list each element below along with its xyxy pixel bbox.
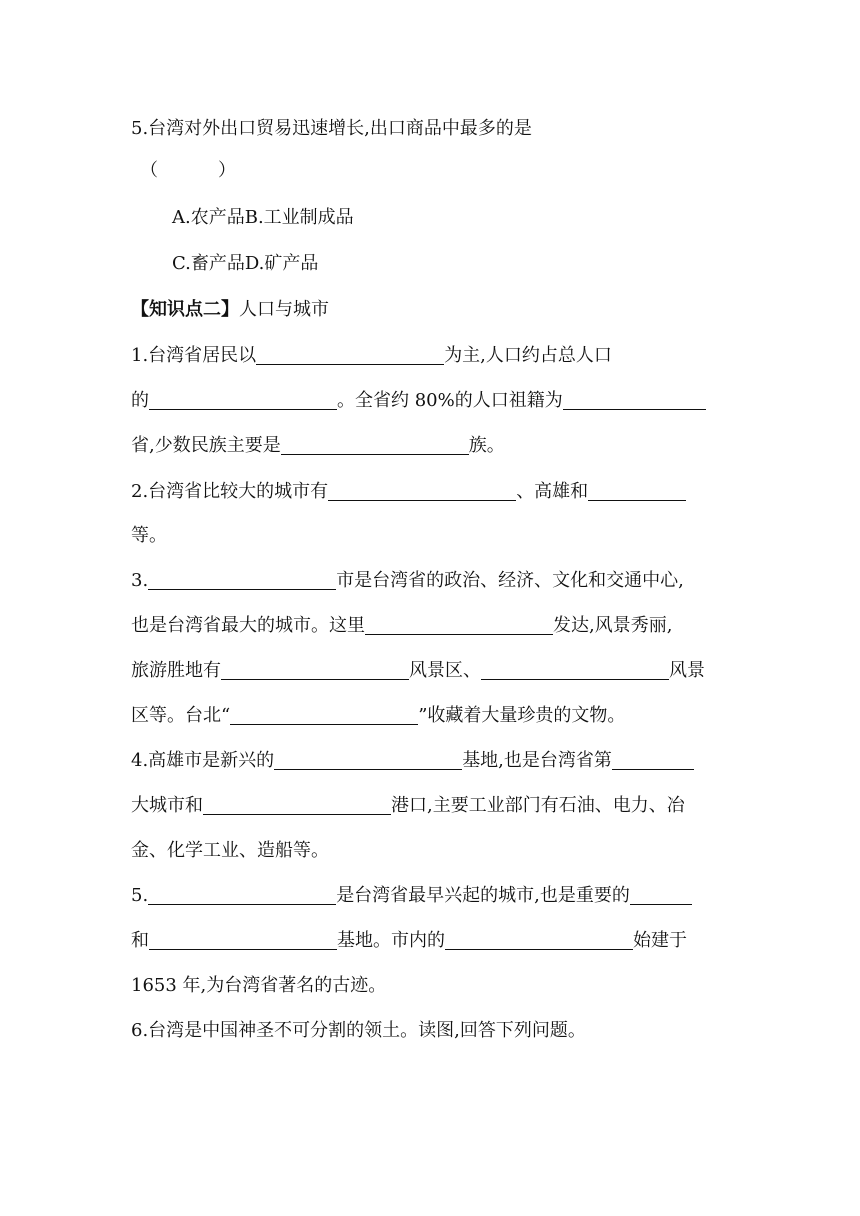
item-3-line-1: 3. 市是台湾省的政治、经济、文化和交通中心,	[131, 570, 684, 591]
question-5-stem: 5.台湾对外出口贸易迅速增长,出口商品中最多的是	[131, 118, 532, 139]
item-2-line-2: 等。	[131, 525, 167, 546]
item-4-line-3: 金、化学工业、造船等。	[131, 840, 329, 861]
item-5-line-2: 和 基地。市内的 始建于	[131, 930, 687, 951]
fill-blank[interactable]	[588, 482, 686, 501]
fill-blank[interactable]	[481, 661, 669, 680]
item-1-line-1: 1.台湾省居民以 为主,人口约占总人口	[131, 345, 612, 366]
item-3-line-2: 也是台湾省最大的城市。这里 发达,风景秀丽,	[131, 615, 673, 636]
fill-blank[interactable]	[274, 751, 462, 770]
fill-blank[interactable]	[612, 751, 694, 770]
item-3-line-4: 区等。台北“ ”收藏着大量珍贵的文物。	[131, 705, 626, 726]
fill-blank[interactable]	[281, 436, 469, 455]
item-4-line-2: 大城市和 港口,主要工业部门有石油、电力、冶	[131, 795, 685, 816]
fill-blank[interactable]	[365, 616, 553, 635]
fill-blank[interactable]	[203, 796, 391, 815]
fill-blank[interactable]	[230, 706, 418, 725]
item-1-line-2: 的 。全省约 80%的人口祖籍为	[131, 389, 706, 413]
item-4-line-1: 4.高雄市是新兴的 基地,也是台湾省第	[131, 749, 694, 773]
fill-blank[interactable]	[149, 391, 337, 410]
item-5-line-3: 1653 年,为台湾省著名的古迹。	[131, 975, 387, 996]
item-2-line-1: 2.台湾省比较大的城市有 、高雄和	[131, 480, 686, 504]
fill-blank[interactable]	[630, 886, 692, 905]
fill-blank[interactable]	[445, 931, 633, 950]
item-6-line-1: 6.台湾是中国神圣不可分割的领土。读图,回答下列问题。	[131, 1020, 586, 1041]
section-heading: 【知识点二】人口与城市	[131, 299, 329, 320]
fill-blank[interactable]	[148, 886, 336, 905]
fill-blank[interactable]	[328, 482, 516, 501]
answer-parentheses: （ ）	[140, 160, 236, 181]
fill-blank[interactable]	[148, 571, 336, 590]
fill-blank[interactable]	[563, 391, 706, 410]
item-5-line-1: 5. 是台湾省最早兴起的城市,也是重要的	[131, 884, 692, 908]
question-5-options-ab: A.农产品B.工业制成品	[172, 207, 354, 228]
item-1-line-3: 省,少数民族主要是 族。	[131, 435, 505, 456]
item-3-line-3: 旅游胜地有 风景区、 风景	[131, 660, 705, 681]
fill-blank[interactable]	[221, 661, 409, 680]
question-5-options-cd: C.畜产品D.矿产品	[172, 253, 319, 274]
fill-blank[interactable]	[149, 931, 337, 950]
fill-blank[interactable]	[256, 346, 444, 365]
